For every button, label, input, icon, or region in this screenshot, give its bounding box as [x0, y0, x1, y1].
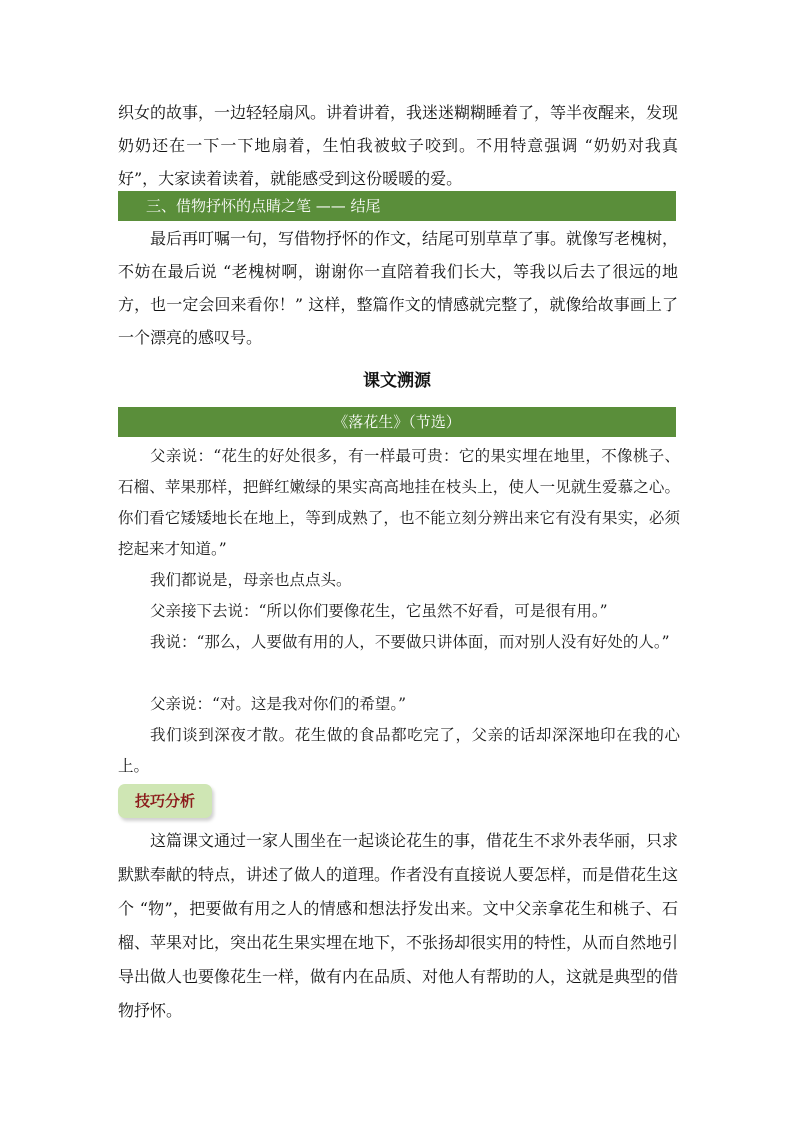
source-title-bar [118, 407, 676, 437]
intro-paragraph: 织女的故事，一边轻轻扇风。讲着讲着，我迷迷糊糊睡着了，等半夜醒来，发现奶奶还在一下一下地扇着，生怕我被蚊子咬到。不用特意强调 “奶奶对我真好”，大家读着读着，就能感受到这份暖暖的爱。 [118, 103, 679, 188]
source-paragraph: 父亲说：“花生的好处很多，有一样最可贵：它的果实埋在地里，不像桃子、石榴、苹果那样，把鲜红嫩绿的果实高高地挂在枝头上，使人一见就生爱慕之心。你们看它矮矮地长在地上，等到成熟了，也不能立刻分辨出来它有没有果实，必须挖起来才知道。” [118, 447, 680, 558]
analysis-paragraph: 这篇课文通过一家人围坐在一起谈论花生的事，借花生不求外表华丽，只求默默奉献的特点，讲述了做人的道理。作者没有直接说人要怎样，而是借花生这个 “物”，把要做有用之人的情感和想法抒发出来。文中父亲拿花生和桃子、石榴、苹果对比，突出花生果实埋在地下，不张扬却很实用的特性，从而自然地引导出做人也要像花生一样，做有内在品质、对他人有帮助的人，这就是典型的借物抒怀。 [118, 831, 679, 1020]
source-paragraph: 父亲接下去说：“所以你们要像花生，它虽然不好看，可是很有用。” [150, 602, 608, 620]
section-3-title: 三、借物抒怀的点睛之笔 —— 结尾 [146, 197, 381, 215]
section-3-paragraph: 最后再叮嘱一句，写借物抒怀的作文，结尾可别草草了事。就像写老槐树，不妨在最后说 “老槐树啊，谢谢你一直陪着我们长大，等我以后去了很远的地方，也一定会回来看你！” 这样，整篇作文的情感就完整了，就像给故事画上了一个漂亮的感叹号。 [118, 229, 679, 347]
source-title: 《落花生》（节选） [333, 413, 461, 431]
source-paragraph: 我说：“那么，人要做有用的人，不要做只讲体面，而对别人没有好处的人。” [150, 633, 670, 651]
source-paragraph: 父亲说：“对。这是我对你们的希望。” [150, 695, 407, 713]
source-paragraph: 我们谈到深夜才散。花生做的食品都吃完了，父亲的话却深深地印在我的心上。 [118, 726, 680, 775]
analysis-badge: 技巧分析 [118, 784, 212, 818]
source-paragraph: 我们都说是，母亲也点点头。 [150, 571, 352, 589]
source-heading: 课文溯源 [363, 371, 431, 391]
section-3-bar [118, 191, 676, 221]
